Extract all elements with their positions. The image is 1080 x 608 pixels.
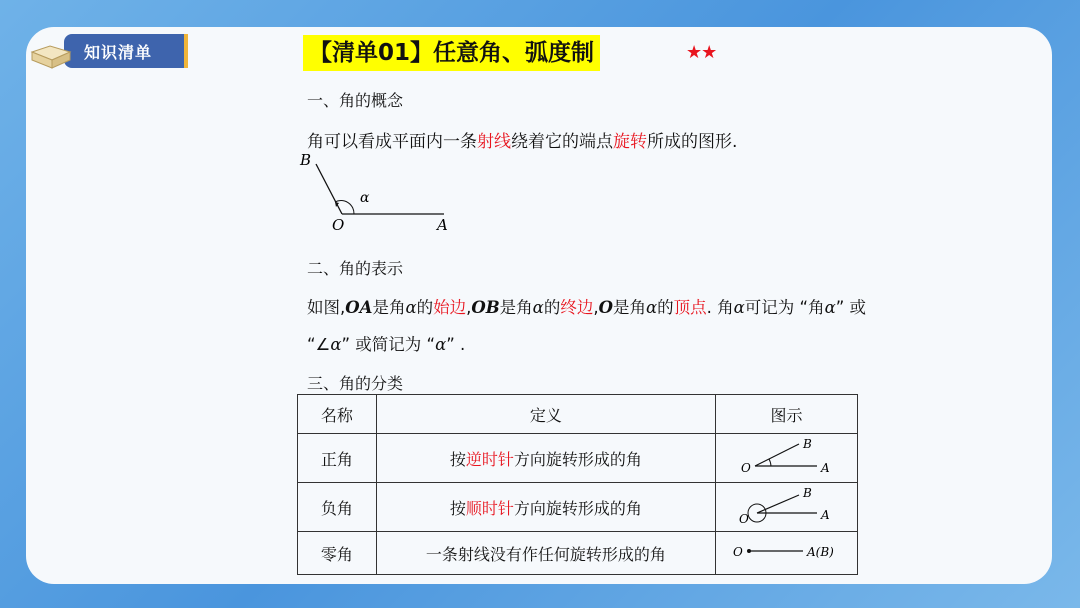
section-badge	[30, 34, 186, 68]
header-name: 名称	[298, 395, 377, 434]
svg-text:B: B	[802, 437, 812, 451]
ray-ob	[316, 164, 342, 214]
table-header-row	[298, 395, 858, 434]
row-figure	[716, 434, 858, 483]
label-o: O	[332, 216, 345, 234]
table-row	[298, 532, 858, 575]
section2-line1: 如图,OA是角α的始边,OB是角α的终边,O是角α的顶点. 角α可记为 “角α” 或	[307, 298, 867, 317]
section3-heading: 三、角的分类	[307, 374, 404, 393]
table-row	[298, 483, 858, 532]
label-b: B	[300, 152, 312, 169]
section2-heading: 二、角的表示	[307, 259, 404, 278]
svg-text:A: A	[820, 461, 830, 475]
difficulty-stars: ★★	[686, 42, 717, 63]
angle-diagram	[296, 152, 466, 234]
header-definition: 定义	[376, 395, 715, 434]
classification-table	[297, 394, 858, 575]
section1-sentence: 角可以看成平面内一条射线绕着它的端点旋转所成的图形.	[307, 132, 738, 152]
badge-tab	[64, 34, 188, 68]
row-name: 正角	[298, 434, 377, 483]
section1-heading: 一、角的概念	[307, 91, 404, 110]
svg-text:A: A	[820, 508, 830, 522]
row-name: 负角	[298, 483, 377, 532]
table-row	[298, 434, 858, 483]
row-definition: 一条射线没有作任何旋转形成的角	[376, 532, 715, 575]
header-figure: 图示	[716, 395, 858, 434]
svg-text:A(B): A(B)	[806, 545, 834, 559]
positive-angle-figure	[727, 436, 847, 476]
negative-angle-figure	[727, 485, 847, 525]
svg-text:B: B	[802, 486, 812, 500]
svg-text:O: O	[738, 512, 749, 525]
svg-text:O: O	[740, 461, 751, 475]
row-figure	[716, 483, 858, 532]
badge-label: 知识清单	[84, 43, 153, 62]
zero-angle-figure	[727, 536, 847, 566]
label-alpha: α	[360, 190, 370, 206]
row-definition: 按逆时针方向旋转形成的角	[376, 434, 715, 483]
page-title: 【清单01】任意角、弧度制	[303, 35, 600, 71]
label-a: A	[437, 216, 448, 234]
book-icon	[30, 42, 72, 70]
row-definition: 按顺时针方向旋转形成的角	[376, 483, 715, 532]
svg-text:O: O	[732, 545, 743, 559]
row-figure	[716, 532, 858, 575]
row-name: 零角	[298, 532, 377, 575]
section2-line2: “∠α” 或简记为 “α” .	[307, 335, 466, 354]
